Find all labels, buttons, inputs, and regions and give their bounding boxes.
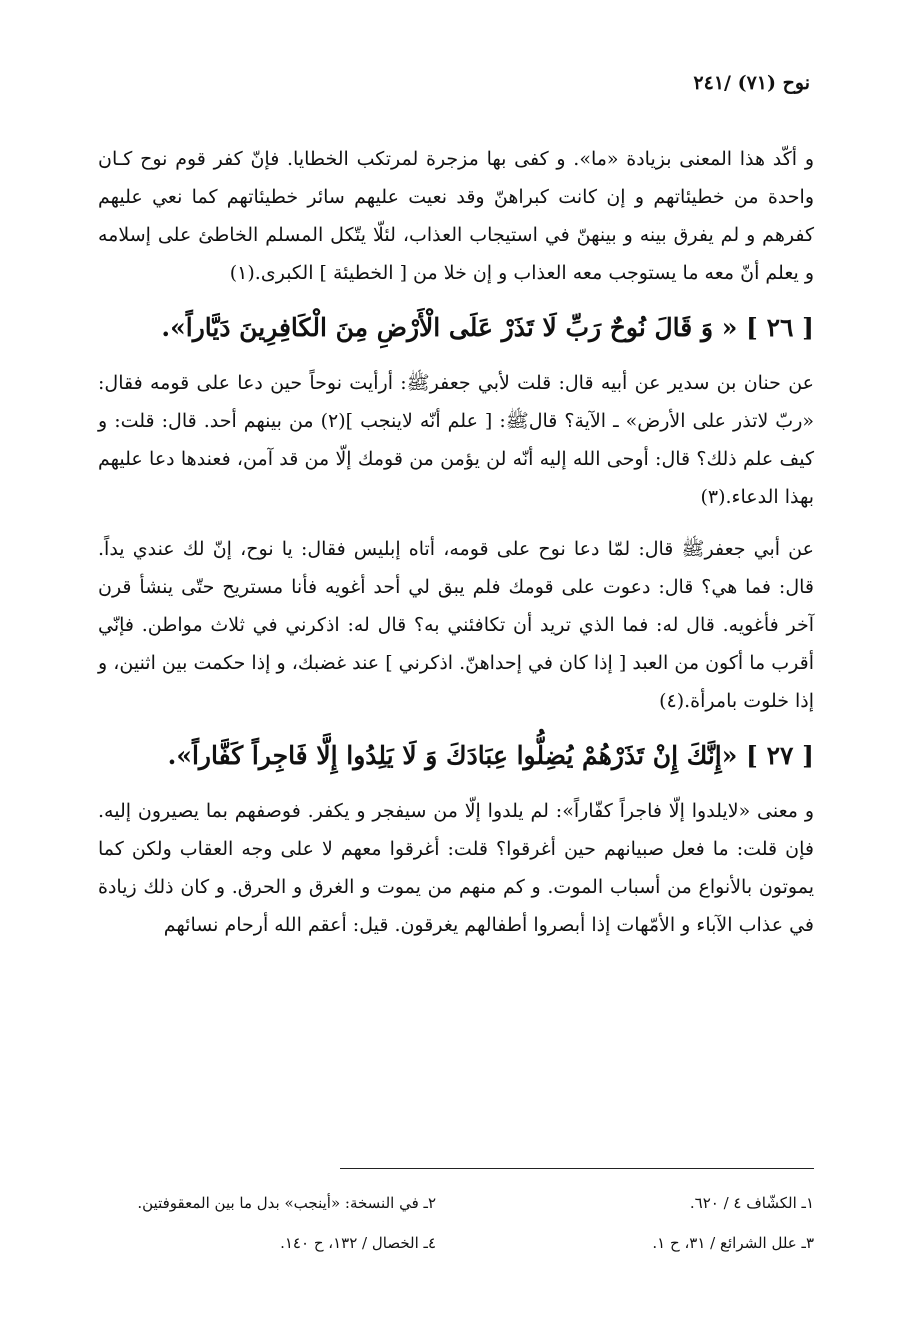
- paragraph-hadith-2: عن أبي جعفرﷺ قال: لمّا دعا نوح على قومه، أتاه إبليس فقال: يا نوح، إنّ لك عندي يداً. قال: فما هي؟ قال: دعوت على قومك فلم يبق لي أحد أغويه فأنا مستريح حتّى ينشأ قرن آخر فأغويه. قال له: فما الذي تريد أن تكافئني به؟ قال له: اذكرني في ثلاث مواطن. فإنّي أقرب ما أكون من العبد [ إذا كان في إحداهنّ. اذكرني ] عند غضبك، و إذا حكمت بين اثنين، و إذا خلوت بامرأة.(٤): [98, 538, 814, 712]
- paragraph-hadith-1: عن حنان بن سدير عن أبيه قال: قلت لأبي جعفرﷺ: أرأيت نوحاً حين دعا على قومه فقال: «ربّ لاتذر على الأرض» ـ الآية؟ قالﷺ: [ علم أنّه لاينجب ](٢) من بينهم أحد. قال: قلت: و كيف علم ذلك؟ قال: أوحى الله إليه أنّه لن يؤمن من قومك إلّا من قد آمن، فعندها دعا عليهم بهذا الدعاء.(٣): [98, 372, 814, 508]
- footnote-1: ١ـ الكشّاف ٤ / ٦٢٠.: [689, 1194, 814, 1212]
- verse-27: [ ٢٧ ] «إِنَّكَ إِنْ تَذَرْهُمْ يُضِلُّوا عِبَادَكَ وَ لَا يَلِدُوا إِلَّا فَاجِراً كَفَّاراً».: [167, 741, 814, 770]
- footnote-3: ٣ـ علل الشرائع / ٣١، ح ١.: [652, 1234, 814, 1252]
- paragraph-commentary-2: و معنى «لايلدوا إلّا فاجراً كفّاراً»: لم يلدوا إلّا من سيفجر و يكفر. فوصفهم بما يصيرون إليه. فإن قلت: ما فعل صبيانهم حين أغرقوا؟ قلت: أغرقوا معهم لا على وجه العقاب ولكن كما يموتون بالأنواع من أسباب الموت. و كم منهم من يموت و الغرق و الحرق. و كان ذلك زيادة في عذاب الآباء و الأمّهات إذا أبصروا أطفالهم يغرقون. قيل: أعقم الله أرحام نسائهم: [98, 800, 814, 936]
- footnote-4: ٤ـ الخصال / ١٣٢، ح ١٤٠.: [280, 1234, 436, 1252]
- page-header: نوح (٧١) /٢٤١: [693, 72, 810, 94]
- main-text: [98, 140, 814, 958]
- footnote-2: ٢ـ في النسخة: «أينجب» بدل ما بين المعقوفتين.: [137, 1194, 436, 1212]
- footnotes: [98, 1192, 814, 1254]
- verse-26: [ ٢٦ ] « وَ قَالَ نُوحٌ رَبِّ لَا تَذَرْ عَلَى الْأَرْضِ مِنَ الْكَافِرِينَ دَيَّاراً».: [161, 313, 814, 342]
- paragraph-commentary-1: و أكّد هذا المعنى بزيادة «ما». و كفى بها مزجرة لمرتكب الخطايا. فإنّ كفر قوم نوح كـان واحدة من خطيئاتهم و إن كانت كبراهنّ وقد نعيت عليهم سائر خطيئاتهم كما نعي عليهم كفرهم و لم يفرق بينه و بينهنّ في استيجاب العذاب، لئلّا يتّكل المسلم الخاطئ على إسلامه و يعلم أنّ معه ما يستوجب معه العذاب و إن خلا من [ الخطيئة ] الكبرى.(١): [98, 148, 814, 284]
- footnote-divider: [340, 1168, 814, 1169]
